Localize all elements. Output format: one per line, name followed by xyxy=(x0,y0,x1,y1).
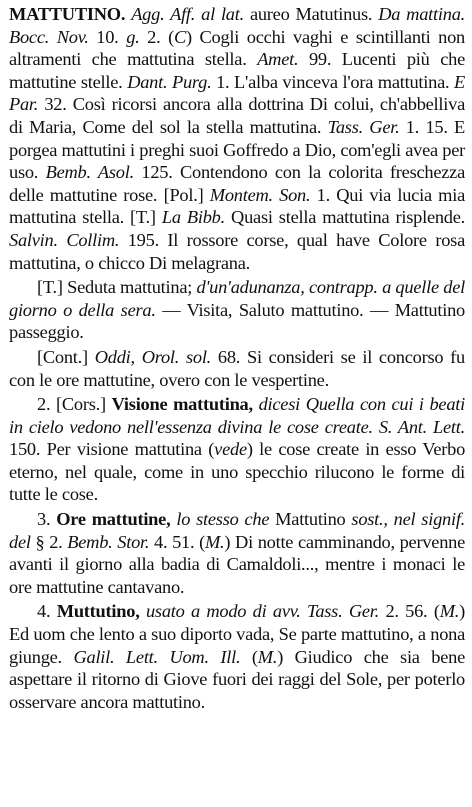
entry-text: 2. 56. ( xyxy=(379,601,440,622)
entry-text: ) le cose create in esso Verbo eterno, nel quale, come in uno specchio rilucono le forme di tutte le cose. xyxy=(9,439,466,505)
entry-text: 1. Qui via lucia mia mattutina stella. [T.] xyxy=(9,184,465,228)
entry-text: 125. Contendono con la colorita freschezza delle mattutine rose. [Pol.] xyxy=(9,162,466,205)
entry-term: Visione mattutina, xyxy=(111,394,253,415)
entry-headword: MATTUTINO. xyxy=(9,4,126,24)
entry-italic-text: E Par. xyxy=(9,71,465,115)
entry-paragraph xyxy=(9,346,465,391)
entry-text: 1. L'alba vinceva l'ora mattutina. xyxy=(211,71,455,92)
entry-text: 4. 51. ( xyxy=(149,531,205,552)
entry-italic-text: M. xyxy=(257,646,278,667)
entry-text: 4. xyxy=(37,601,57,622)
entry-text: [T.] Seduta mattutina; xyxy=(37,277,197,298)
entry-text: — Visita, Saluto mattutino. — Mattutino passeggio. xyxy=(9,299,465,343)
entry-italic-text: sost., nel signif. del xyxy=(9,509,466,552)
entry-text: 150. Per visione mattutina ( xyxy=(9,439,215,460)
entry-paragraph xyxy=(9,3,465,274)
entry-paragraph xyxy=(9,393,465,506)
entry-italic-text: La Bibb. xyxy=(161,207,225,228)
entry-text: 68. Si consideri se il concorso fu con le ore mattutine, overo con le vespertine. xyxy=(9,346,465,390)
entry-term: Ore mattutine, xyxy=(56,509,171,530)
entry-italic-text: Galil. Lett. Uom. Ill. xyxy=(73,646,241,667)
entry-italic-text: Da mattina. Bocc. Nov. xyxy=(9,4,465,47)
entry-italic-text: g. xyxy=(126,26,140,47)
entry-italic-text: M. xyxy=(439,601,460,622)
entry-text: 10. xyxy=(88,26,127,47)
entry-italic-text: Agg. Aff. xyxy=(131,4,196,24)
entry-text: 32. Così ricorsi ancora alla dottrina Di colui, ch'abbelliva di Maria, Come del sol la stella mattutina. xyxy=(9,94,465,137)
entry-italic-text: Dant. Purg. xyxy=(127,71,212,92)
entry-text: ) Ed uom che lento a suo diporto vada, Se parte mattutino, a nona giunge. xyxy=(9,601,465,667)
entry-text: § 2. xyxy=(30,531,68,552)
entry-text: aureo Matutinus. xyxy=(243,4,379,24)
entry-text: 2. ( xyxy=(139,26,174,47)
entry-italic-text: Montem. Son. xyxy=(209,184,311,205)
entry-paragraph xyxy=(9,600,465,713)
entry-paragraph xyxy=(9,276,465,344)
dictionary-entry-mattutino xyxy=(9,3,465,713)
entry-text: 1. 15. E porgea mattutini i preghi suoi Goffredo a Dio, com'egli avea per uso. xyxy=(9,116,466,183)
entry-text: ( xyxy=(240,646,258,667)
entry-italic-text: vede xyxy=(214,439,247,460)
entry-text: 99. Lucenti più che mattutine stelle. xyxy=(9,49,465,92)
entry-text: ) Giudico che sia bene aspettare il ritorno di Giove fuori dei raggi del Sole, per poterlo osservare ancora mattutino. xyxy=(9,646,466,712)
entry-italic-text: lo stesso che xyxy=(176,509,270,530)
entry-italic-text: usato a modo di avv. Tass. Ger. xyxy=(145,601,380,622)
entry-italic-text: d'un'adunanza, contrapp. a quelle del giorno o della sera. xyxy=(9,277,465,320)
entry-italic-text: Bemb. Stor. xyxy=(67,531,150,552)
entry-italic-text: Tass. Ger. xyxy=(327,116,400,137)
entry-text: ) Cogli occhi vaghi e scintillanti non altramenti che mattutina stella. xyxy=(9,26,465,70)
entry-italic-text: M. xyxy=(204,531,225,552)
entry-italic-text: Amet. xyxy=(257,49,299,70)
entry-text: [Cont.] xyxy=(37,346,95,367)
entry-text: 195. Il rossore corse, qual have Colore rosa mattutina, o chicco Di melagrana. xyxy=(9,229,465,273)
entry-text: ) Di notte camminando, pervenne avanti il giorno alla badia di Camaldoli..., mentre i monaci le ore mattutine cantavano. xyxy=(9,531,465,597)
entry-paragraph xyxy=(9,508,465,598)
entry-text: Quasi stella mattutina risplende. xyxy=(224,207,466,228)
entry-text: 3. xyxy=(37,509,57,530)
entry-italic-text: Salvin. Collim. xyxy=(9,229,120,250)
entry-term: Muttutino, xyxy=(56,601,140,622)
entry-italic-text: C xyxy=(173,26,186,47)
entry-italic-text: dicesi Quella con cui i beati in cielo vedono nell'essenza divina le cose create. S. Ant. Lett. xyxy=(9,394,466,437)
entry-italic-text: Bemb. Asol. xyxy=(45,162,134,183)
entry-text: Mattutino xyxy=(269,509,352,530)
entry-text: 2. [Cors.] xyxy=(37,394,112,415)
entry-italic-text: Oddi, Orol. sol. xyxy=(94,346,212,367)
entry-italic-text: al lat. xyxy=(201,4,244,24)
